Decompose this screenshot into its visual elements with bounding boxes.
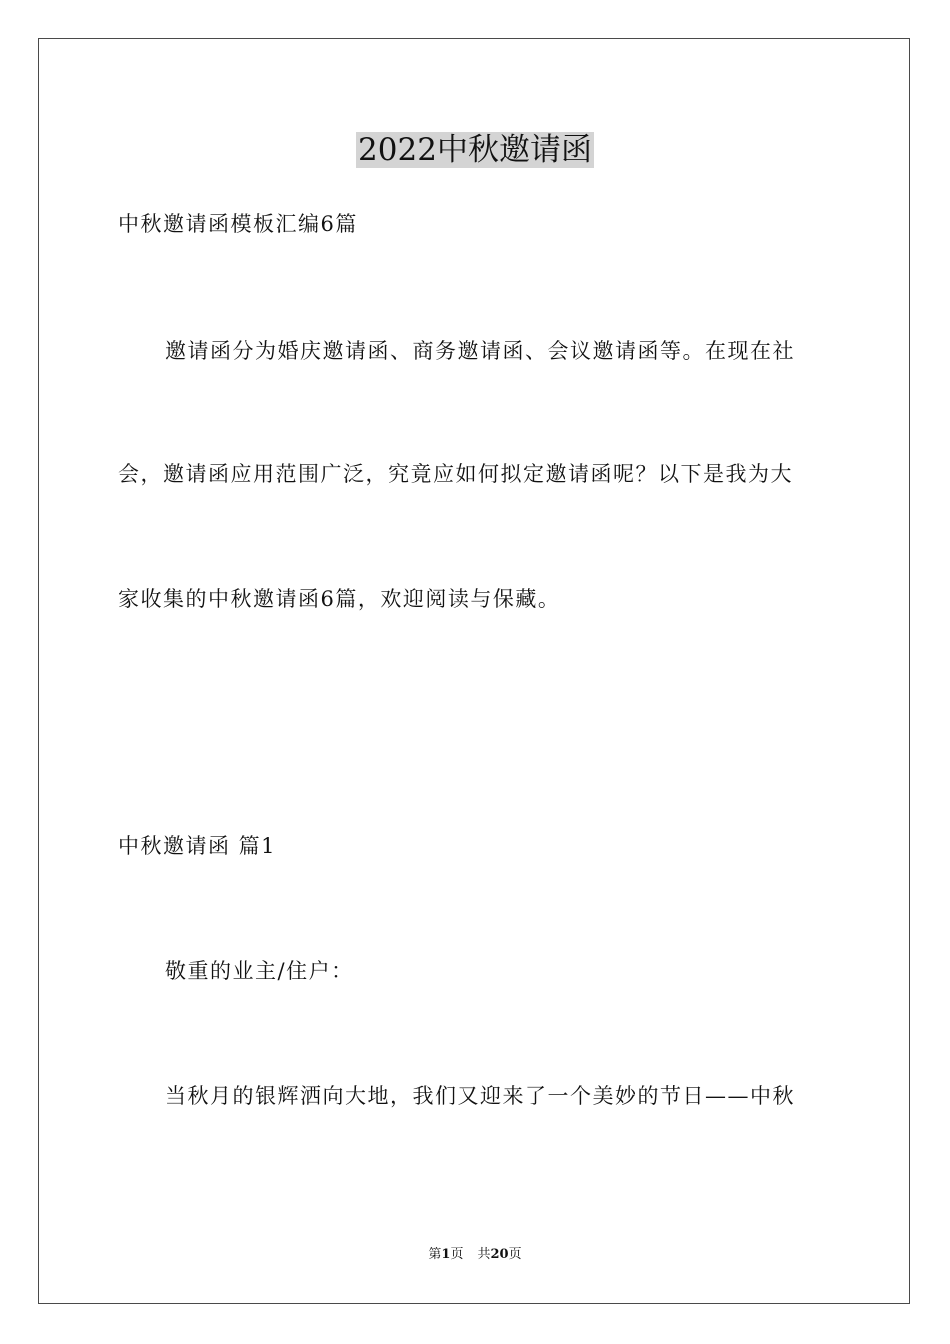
total-pages-indicator: 共20页 [477, 1247, 522, 1262]
document-title: 2022中秋邀请函 [358, 132, 592, 168]
section-heading: 中秋邀请函 篇1 [118, 834, 277, 858]
subtitle-line: 中秋邀请函模板汇编6篇 [118, 212, 358, 236]
paragraph-line-1: 邀请函分为婚庆邀请函、商务邀请函、会议邀请函等。在现在社 [165, 339, 795, 363]
paragraph-line-3: 家收集的中秋邀请函6篇，欢迎阅读与保藏。 [118, 587, 561, 611]
salutation-line: 敬重的业主/住户： [165, 959, 354, 983]
paragraph-line-2: 会，邀请函应用范围广泛，究竟应如何拟定邀请函呢？以下是我为大 [118, 462, 793, 486]
page-indicator: 第1页 [428, 1247, 464, 1262]
page-footer [0, 1246, 950, 1264]
body-line: 当秋月的银辉洒向大地，我们又迎来了一个美妙的节日——中秋 [165, 1084, 795, 1108]
